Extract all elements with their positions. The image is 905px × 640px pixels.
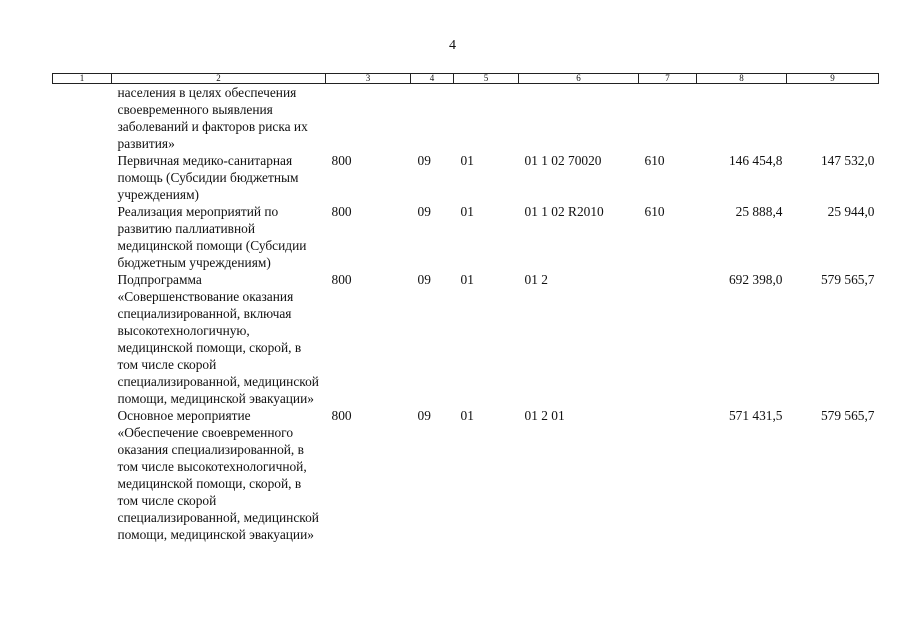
column-number-7: 7 (639, 74, 697, 84)
code-cell: 800 (331, 272, 352, 287)
subsection-cell: 01 (460, 272, 474, 287)
target-article-cell (519, 84, 639, 153)
page-number: 4 (449, 38, 456, 53)
code-cell: 800 (331, 153, 352, 168)
target-article-cell: 01 2 01 (524, 408, 565, 423)
code-cell (326, 84, 411, 153)
subsection-cell: 01 (460, 153, 474, 168)
table-row (53, 271, 879, 407)
subsection-cell: 01 (460, 204, 474, 219)
column-number-4: 4 (411, 74, 454, 84)
amount-2-cell: 147 532,0 (820, 153, 875, 168)
item-name: населения в целях обеспечения своевременного выявления заболеваний и факторов риска их развития» (117, 85, 308, 151)
code-cell: 800 (331, 408, 352, 423)
item-name: Реализация мероприятий по развитию паллиативной медицинской помощи (Субсидии бюджетным учреждениям) (117, 204, 307, 270)
subsection-cell: 01 (460, 408, 474, 423)
amount-1-cell: 25 888,4 (735, 204, 783, 219)
column-number-3: 3 (326, 74, 411, 84)
target-article-cell: 01 2 (524, 272, 548, 287)
section-cell (411, 84, 454, 153)
code-cell: 800 (331, 204, 352, 219)
column-number-6: 6 (519, 74, 639, 84)
amount-2-cell: 579 565,7 (820, 272, 875, 287)
amount-1-cell: 571 431,5 (728, 408, 783, 423)
section-cell: 09 (417, 272, 431, 287)
amount-2-cell: 25 944,0 (827, 204, 875, 219)
table-row (53, 152, 879, 203)
expense-type-cell: 610 (644, 153, 665, 168)
column-number-row (53, 74, 879, 84)
expense-type-cell (639, 271, 697, 407)
expense-type-cell (639, 407, 697, 543)
table-row (53, 203, 879, 271)
column-number-1: 1 (53, 74, 112, 84)
section-cell: 09 (417, 204, 431, 219)
section-cell: 09 (417, 153, 431, 168)
amount-2-cell: 579 565,7 (820, 408, 875, 423)
table-row (53, 407, 879, 543)
subsection-cell (454, 84, 519, 153)
expense-type-cell: 610 (644, 204, 665, 219)
column-number-5: 5 (454, 74, 519, 84)
amount-1-cell: 146 454,8 (728, 153, 783, 168)
amount-1-cell (697, 84, 787, 153)
expense-type-cell (639, 84, 697, 153)
amount-2-cell (787, 84, 879, 153)
column-number-9: 9 (787, 74, 879, 84)
item-name: Первичная медико-санитарная помощь (Субсидии бюджетным учреждениям) (117, 153, 299, 202)
section-cell: 09 (417, 408, 431, 423)
column-number-8: 8 (697, 74, 787, 84)
column-number-2: 2 (112, 74, 326, 84)
item-name: Основное мероприятие «Обеспечение своевременного оказания специализированной, в том числе высокотехнологичной, медицинской помощи, скорой, в том числе скорой специализированной, медицинской помощи, медицинской эвакуации» (117, 408, 319, 542)
item-name: Подпрограмма «Совершенствование оказания специализированной, включая высокотехнологичную, медицинской помощи, скорой, в том числе скорой специализированной, медицинской помощи, медицинской эвакуации» (117, 272, 319, 406)
amount-1-cell: 692 398,0 (728, 272, 783, 287)
table-row (53, 84, 879, 153)
budget-table (52, 73, 879, 543)
target-article-cell: 01 1 02 70020 (524, 153, 602, 168)
target-article-cell: 01 1 02 R2010 (524, 204, 604, 219)
